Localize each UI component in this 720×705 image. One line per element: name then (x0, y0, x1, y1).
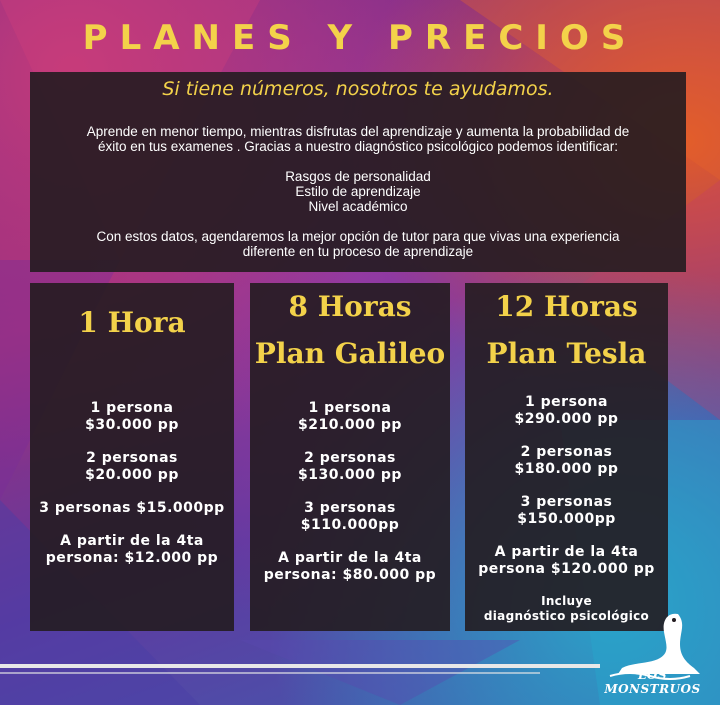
plan-card-tesla (465, 283, 668, 631)
intro-panel (30, 72, 686, 272)
price-value: persona: $12.000 pp (45, 550, 219, 566)
price-value: $180.000 pp (514, 461, 619, 477)
intro-line: Con estos datos, agendaremos la mejor opción de tutor para que vivas una experiencia (96, 229, 620, 244)
plan-title: 1 Hora (78, 306, 186, 339)
plan-title: 8 Horas (288, 290, 412, 323)
logo-text: LOS MONSTRUOS (604, 668, 701, 696)
price-item (30, 533, 234, 567)
price-label: 1 persona (525, 394, 608, 410)
price-item (30, 450, 234, 484)
price-value: persona: $80.000 pp (263, 567, 437, 583)
price-item (30, 500, 234, 517)
intro-line: diferente en tu proceso de aprendizaje (242, 244, 474, 259)
plan-prices (250, 400, 450, 600)
price-label: A partir de la 4ta (494, 544, 639, 560)
price-label: A partir de la 4ta (278, 550, 422, 566)
price-value: $210.000 pp (298, 417, 402, 433)
price-value: persona $120.000 pp (478, 561, 655, 577)
price-label: 3 personas $15.000pp (39, 500, 225, 516)
intro-text (40, 124, 676, 259)
note-line: diagnóstico psicológico (483, 609, 650, 623)
price-value: $130.000 pp (298, 467, 402, 483)
price-value: $110.000pp (300, 517, 400, 533)
plan-subtitle: Plan Galileo (254, 337, 446, 370)
plan-subtitle: Plan Tesla (486, 337, 647, 370)
price-value: $290.000 pp (514, 411, 619, 427)
trait-item: Rasgos de personalidad (285, 169, 431, 184)
trait-item: Estilo de aprendizaje (295, 184, 421, 199)
price-item (250, 550, 450, 584)
price-label: 2 personas (86, 450, 178, 466)
price-item (30, 400, 234, 434)
plan-card-1-hora (30, 283, 234, 631)
price-label: A partir de la 4ta (60, 533, 204, 549)
plan-title: 12 Horas (495, 290, 638, 323)
intro-line: Aprende en menor tiempo, mientras disfrutas del aprendizaje y aumenta la probabilidad de (86, 124, 630, 139)
price-label: 1 persona (90, 400, 174, 416)
plan-prices (465, 394, 668, 624)
price-label: 3 personas (520, 494, 613, 510)
price-value: $20.000 pp (85, 467, 179, 483)
trait-item: Nivel académico (308, 199, 408, 214)
price-label: 2 personas (304, 450, 396, 466)
tagline: Si tiene números, nosotros te ayudamos. (162, 78, 554, 100)
decorative-stripe (0, 664, 600, 668)
price-item (465, 494, 668, 528)
price-label: 1 persona (308, 400, 392, 416)
price-item (465, 544, 668, 578)
price-item (465, 394, 668, 428)
page-title: PLANES Y PRECIOS (82, 18, 638, 58)
price-label: 2 personas (520, 444, 613, 460)
plan-card-galileo (250, 283, 450, 631)
note-line: Incluye (541, 594, 592, 608)
price-value: $30.000 pp (85, 417, 179, 433)
price-item (465, 444, 668, 478)
price-item (250, 500, 450, 534)
price-item (250, 400, 450, 434)
plan-prices (30, 400, 234, 583)
price-item (250, 450, 450, 484)
price-label: 3 personas (304, 500, 396, 516)
intro-line: éxito en tus examenes . Gracias a nuestro diagnóstico psicológico podemos identificar: (97, 139, 619, 154)
los-monstruos-logo (590, 610, 715, 700)
decorative-stripe (0, 672, 540, 674)
price-value: $150.000pp (517, 511, 616, 527)
